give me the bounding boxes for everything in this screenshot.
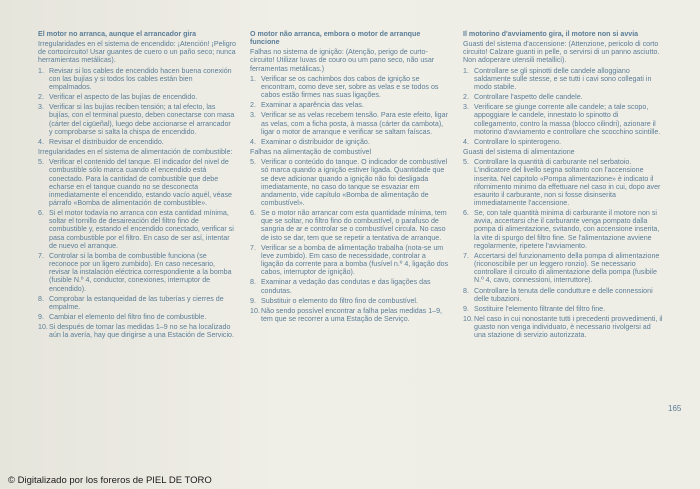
item-text: Controllare la quantità di carburante nel serbatoio. L'indicatore del livello segna soltanto con l'accensione inserita. Nel capitolo «Pompa alimentazione» è indicato il rifornimento minimo da effettuare nel caso in cui, dopo aver esaurito il carburante, non si fosse disinserita immediatamente l'accensione. [474,158,661,207]
item-text: Accertarsi del funzionamento della pompa di alimentazione (riconoscibile per un leggero ronzio). Se necessario controllare il circuito di alimentazione della pompa (fusibile N.º 4, cavo, connessioni, interruttore). [474,251,660,285]
item-text: Verificar se os cachimbos dos cabos de ignição se encontram, como deve ser, sobre as velas e se todos os cabos estão firmes nas suas ligações. [261,74,439,100]
item-number: 3. [463,103,469,112]
list-item [463,93,663,101]
item-number: 9. [463,304,469,313]
section-heading: Falhas no sistema de ignição: (Atenção, perigo de curto-circuito! Utilizar luvas de couro ou um pano seco, não usar ferramentas metálicas.) [250,48,435,73]
list-item [463,305,663,313]
step-list [38,67,236,146]
column-spanish [38,30,236,341]
list-item [250,158,450,207]
list-item [463,209,663,250]
list-item [250,297,450,305]
list-item [38,313,236,321]
item-number: 2. [38,93,44,102]
list-item [463,138,663,146]
section-heading: Guasti del sistema di alimentazione [463,148,575,157]
item-number: 4. [463,137,469,146]
list-item [463,252,663,285]
step-list [463,158,663,339]
item-number: 3. [250,111,256,120]
item-text: Verificar se a bomba de alimentação trabalha (nota-se um leve zumbido). Em caso de necessidade, controlar a ligação da corrente para a bomba (fusível n.º 4, ligação dos cabos, interruptor de ignição). [261,243,449,277]
item-number: 1. [38,66,44,75]
item-text: Examinar a aparência das velas. [261,101,364,110]
item-number: 4. [38,137,44,146]
item-text: Verificar se as velas recebem tensão. Para este efeito, ligar as velas, com a ficha posta, à massa (cárter da cambota), ligar o motor de arranque e verificar se saltam faíscas. [261,111,448,136]
list-item [250,138,450,146]
item-number: 8. [463,286,469,295]
column-portuguese [250,30,450,325]
list-item [38,295,236,311]
item-number: 7. [38,251,44,260]
section-heading: Guasti del sistema d'accensione: (Attenzione, pericolo di corto circuito! Calzare guanti in pelle, o servirsi di un panno asciutto. Non adoperare utensili metallici). [463,40,660,65]
item-text: Nel caso in cui nonostante tutti i precedenti provvedimenti, il guasto non venga individuato, è necessario rivolgersi ad una stazione di servizio autorizzata. [474,315,663,340]
item-number: 10. [38,323,48,332]
item-number: 9. [38,313,44,321]
item-text: Sostituire l'elemento filtrante del filtro fine. [474,304,606,313]
list-item [38,158,236,207]
list-item [38,67,236,91]
step-list [38,158,236,339]
item-number: 10. [250,306,260,315]
scan-credit: © Digitalizado por los foreros de PIEL DE TORO [8,475,212,486]
item-number: 5. [38,158,44,167]
column-title: Il motorino d'avviamento gira, il motore non si avvia [463,30,639,38]
item-text: Verificare se giunge corrente alle candele; a tale scopo, appoggiare le candele, innestato lo spinotto di collegamento, contro la massa (blocco cilindri), azionare il motorino d'avviamento e controllare che scocchino scintille. [474,103,661,136]
item-number: 6. [38,209,44,218]
list-item [463,287,663,303]
list-item [463,315,663,339]
item-text: Verificar si las bujías reciben tensión; a tal efecto, las bujías, con el terminal puesto, deben conectarse con masa (cárter del cigüeñal), luego debe accionarse el arrancador y comprobarse si salta la chispa de encendido. [49,103,235,136]
section-heading: Falhas na alimentação de combustível [250,148,372,157]
list-item [250,111,450,135]
item-text: Se, con tale quantità minima di carburante il motore non si avvia, accertarsi che il carburante venga pompato dalla pompa di alimentazione, svitando, con accensione inserita, la vite di spurgo del filtro fine. Se l'alimentazione avviene regolarmente, ripetere l'avviamento. [474,209,660,250]
column-title: O motor não arranca, embora o motor de arranque funcione [250,30,421,47]
item-number: 1. [250,74,256,83]
item-text: Examinar a vedação das condutas e das ligações das condutas. [261,278,431,295]
list-item [38,252,236,293]
item-number: 5. [463,158,469,167]
item-text: Controllare l'aspetto delle candele. [474,93,583,102]
item-number: 8. [250,278,256,287]
item-number: 3. [38,103,44,112]
item-number: 4. [250,137,256,146]
list-item [38,138,236,146]
item-text: Verificar el contenido del tanque. El indicador del nivel de combustible sólo marca cuando el encendido está conectado. Para la cantidad de combustible que debe echarse en el tanque cuando no se desconecta inmediatamente el encendido, estando vacío aquél, véase párrafo «Bomba de alimentación de combustible». [49,158,232,207]
list-item [250,209,450,242]
step-list [463,67,663,146]
section-heading: Irregularidades en el sistema de encendido: ¡Atención! ¡Peligro de cortocircuito! Usar guantes de cuero o un paño seco; nunca herramientas metálicas). [38,40,236,65]
item-text: Substituir o elemento do filtro fino de combustível. [261,296,418,305]
item-text: Si el motor todavía no arranca con esta cantidad mínima, soltar el tornillo de desaireación del filtro fino de combustible y, estando el encendido conectado, verificar si pasa combustible por el filtro. En caso de ser así, intentar de nuevo el arranque. [49,209,234,250]
item-text: Revisar si los cables de encendido hacen buena conexión con las bujías y si todos los cables están bien empalmados. [49,66,232,91]
item-text: Comprobar la estanqueidad de las tuberías y cierres de empalme. [49,294,224,311]
list-item [38,323,236,339]
item-text: Examinar o distribuidor de ignição. [261,137,370,146]
page-number: 165 [668,404,682,413]
item-number: 2. [463,93,469,102]
item-number: 10. [463,315,473,323]
item-text: Controllare lo spinterogeno. [474,137,562,146]
item-number: 2. [250,101,256,110]
list-item [250,75,450,99]
list-item [38,93,236,101]
item-text: Verificar o conteúdo do tanque. O indicador de combustível só marca quando a ignição estiver ligada. Quantidade que se deve adicionar quando a ignição não foi desligada imediatamente, no caso do tanque se esvaziar em andamento, vide capítulo «Bomba de alimentação de combustível». [261,158,448,207]
item-number: 8. [38,294,44,303]
list-item [250,278,450,294]
item-number: 9. [250,296,256,305]
item-text: Verificar el aspecto de las bujías de encendido. [49,93,198,102]
list-item [463,67,663,91]
section-heading: Irregularidades en el sistema de alimentación de combustible: [38,148,233,157]
item-number: 7. [463,251,469,260]
item-text: Controllare se gli spinotti delle candele alloggiano saldamente sulle stesse, e se tutti i cavi sono collegati in modo stabile. [474,66,652,91]
list-item [250,307,450,323]
item-number: 6. [463,209,469,218]
item-text: Cambiar el elemento del filtro fino de combustible. [49,313,207,321]
item-number: 6. [250,209,256,218]
step-list [250,75,450,146]
item-text: Controllare la tenuta delle condutture e delle connessioni delle tubazioni. [474,286,653,303]
list-item [250,244,450,277]
list-item [463,103,663,136]
step-list [250,158,450,323]
item-number: 7. [250,243,256,252]
list-item [38,209,236,250]
column-title: El motor no arranca, aunque el arrancador gira [38,30,197,38]
item-text: Revisar el distribuidor de encendido. [49,137,164,146]
item-number: 5. [250,158,256,167]
item-text: Se o motor não arrancar com esta quantidade mínima, tem que se soltar, no filtro fino do combustível, o parafuso de sangria de ar e controlar se o combustível circula. No caso de isto se dar, tem que se repetir a tentativa de arranque. [261,209,447,242]
column-italian [463,30,663,341]
list-item [463,158,663,207]
list-item [38,103,236,136]
item-text: Si después de tomar las medidas 1–9 no se ha localizado aún la avería, hay que dirigirse a una Estación de Servicio. [49,323,234,340]
item-number: 1. [463,66,469,75]
list-item [250,101,450,109]
item-text: Controlar si la bomba de combustible funciona (se reconoce por un ligero zumbido). En caso necesario, revisar la instalación eléctrica correspondiente a la bomba (fusible N.º 4, conductor, conexiones, interruptor de encendido). [49,251,232,293]
item-text: Não sendo possível encontrar a falha pelas medidas 1–9, tem que se recorrer a uma Estação de Serviço. [261,306,443,323]
